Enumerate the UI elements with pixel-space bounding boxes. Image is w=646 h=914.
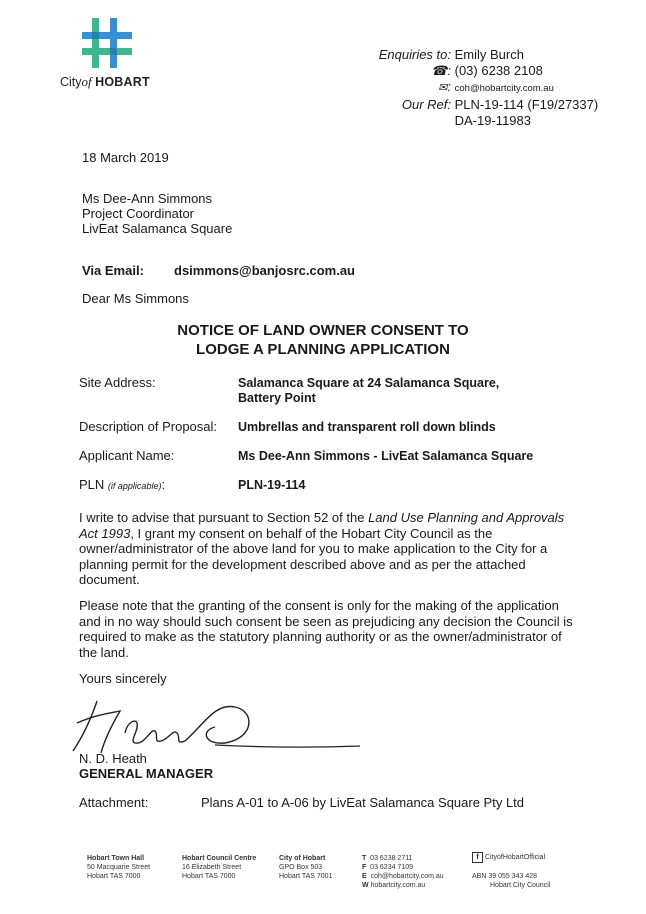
applicant-value: Ms Dee-Ann Simmons - LivEat Salamanca Square: [238, 449, 534, 463]
logo-city-word: City: [60, 75, 82, 89]
logo-of-word: of: [81, 74, 92, 89]
via-email-row: [82, 263, 355, 278]
email-icon: ✉: [438, 82, 448, 94]
notice-title-line1: NOTICE OF LAND OWNER CONSENT TO: [177, 322, 469, 339]
email-label: ✉:: [438, 79, 451, 94]
facebook-handle[interactable]: CityofHobartOfficial: [484, 854, 546, 861]
footer-social: [472, 852, 550, 890]
signatory-name: N. D. Heath: [79, 751, 147, 766]
footer-council-centre: Hobart Council Centre 16 Elizabeth Street Hobart TAS 7000: [182, 855, 257, 880]
note-paragraph: Please note that the granting of the consent is only for the making of the application and in no way should such consent be seen as prejudicing any decision the Council is required to make as the statutory planning authority or as the owner/administrator of the land.: [79, 598, 573, 660]
phone-icon: ☎: [431, 63, 448, 78]
pln-value: PLN-19-114: [238, 478, 306, 492]
ref-label: Our Ref:: [401, 97, 451, 112]
enquiries-ref2: DA-19-11983: [454, 113, 531, 128]
logo-hobart-word: HOBART: [95, 75, 150, 89]
letter-date: 18 March 2019: [82, 150, 169, 165]
notice-title: [0, 321, 646, 359]
enquiries-name: Emily Burch: [454, 47, 524, 62]
enquiries-block: [375, 47, 635, 129]
salutation: Dear Ms Simmons: [82, 291, 189, 306]
attachment-value: Plans A-01 to A-06 by LivEat Salamanca Square Pty Ltd: [201, 795, 525, 810]
via-email-label: Via Email:: [82, 263, 144, 278]
facebook-icon: f: [472, 852, 483, 863]
enquiries-ref: PLN-19-114 (F19/27337): [454, 97, 599, 112]
recipient-name: Ms Dee-Ann Simmons: [82, 191, 213, 206]
signatory-role: GENERAL MANAGER: [79, 766, 214, 781]
recipient-block: [82, 191, 232, 236]
pln-note: (if applicable): [107, 481, 162, 491]
closing: Yours sincerely: [79, 671, 167, 686]
footer-contact: T 03 6238 2711 F 03 6234 7109 E coh@hobartcity.com.au W hobartcity.com.au: [362, 855, 444, 889]
recipient-org: LivEat Salamanca Square: [82, 221, 233, 236]
attachment-label: Attachment:: [79, 795, 149, 810]
enquiries-label: Enquiries to:: [378, 47, 451, 62]
footer-town-hall: Hobart Town Hall 50 Macquarie Street Hobart TAS 7000: [87, 855, 151, 880]
via-email-address[interactable]: dsimmons@banjosrc.com.au: [174, 263, 355, 278]
phone-label: ☎:: [431, 63, 451, 78]
notice-title-line2: LODGE A PLANNING APPLICATION: [196, 341, 450, 358]
description-label: Description of Proposal:: [79, 419, 218, 434]
city-logo: [58, 14, 168, 94]
site-address-value: Salamanca Square at 24 Salamanca Square, Battery Point: [238, 376, 500, 405]
act-name: Land Use Planning and Approvals Act 1993: [79, 510, 565, 541]
consent-paragraph: I write to advise that pursuant to Section 52 of the Land Use Planning and Approvals Act 1993, I grant my consent on behalf of the Hobart City Council as the owner/administrator of the above land for you to make application to the City for a planning permit for the development described above and as per the attached document.: [79, 510, 565, 587]
abn-owner: Hobart City Council: [490, 882, 551, 889]
enquiries-phone: (03) 6238 2108: [454, 63, 543, 78]
logo-wordmark: [60, 74, 150, 90]
site-address-label: Site Address:: [79, 375, 156, 390]
description-value: Umbrellas and transparent roll down blinds: [238, 420, 496, 434]
applicant-label: Applicant Name:: [79, 448, 175, 463]
abn-line: ABN 39 055 343 428: [472, 873, 537, 880]
pln-label: PLN (if applicable):: [79, 477, 166, 492]
enquiries-email[interactable]: coh@hobartcity.com.au: [454, 83, 554, 94]
hobart-logo-icon: [58, 14, 168, 74]
footer-postal: City of Hobart GPO Box 503 Hobart TAS 7001: [279, 855, 333, 880]
recipient-title: Project Coordinator: [82, 206, 194, 221]
